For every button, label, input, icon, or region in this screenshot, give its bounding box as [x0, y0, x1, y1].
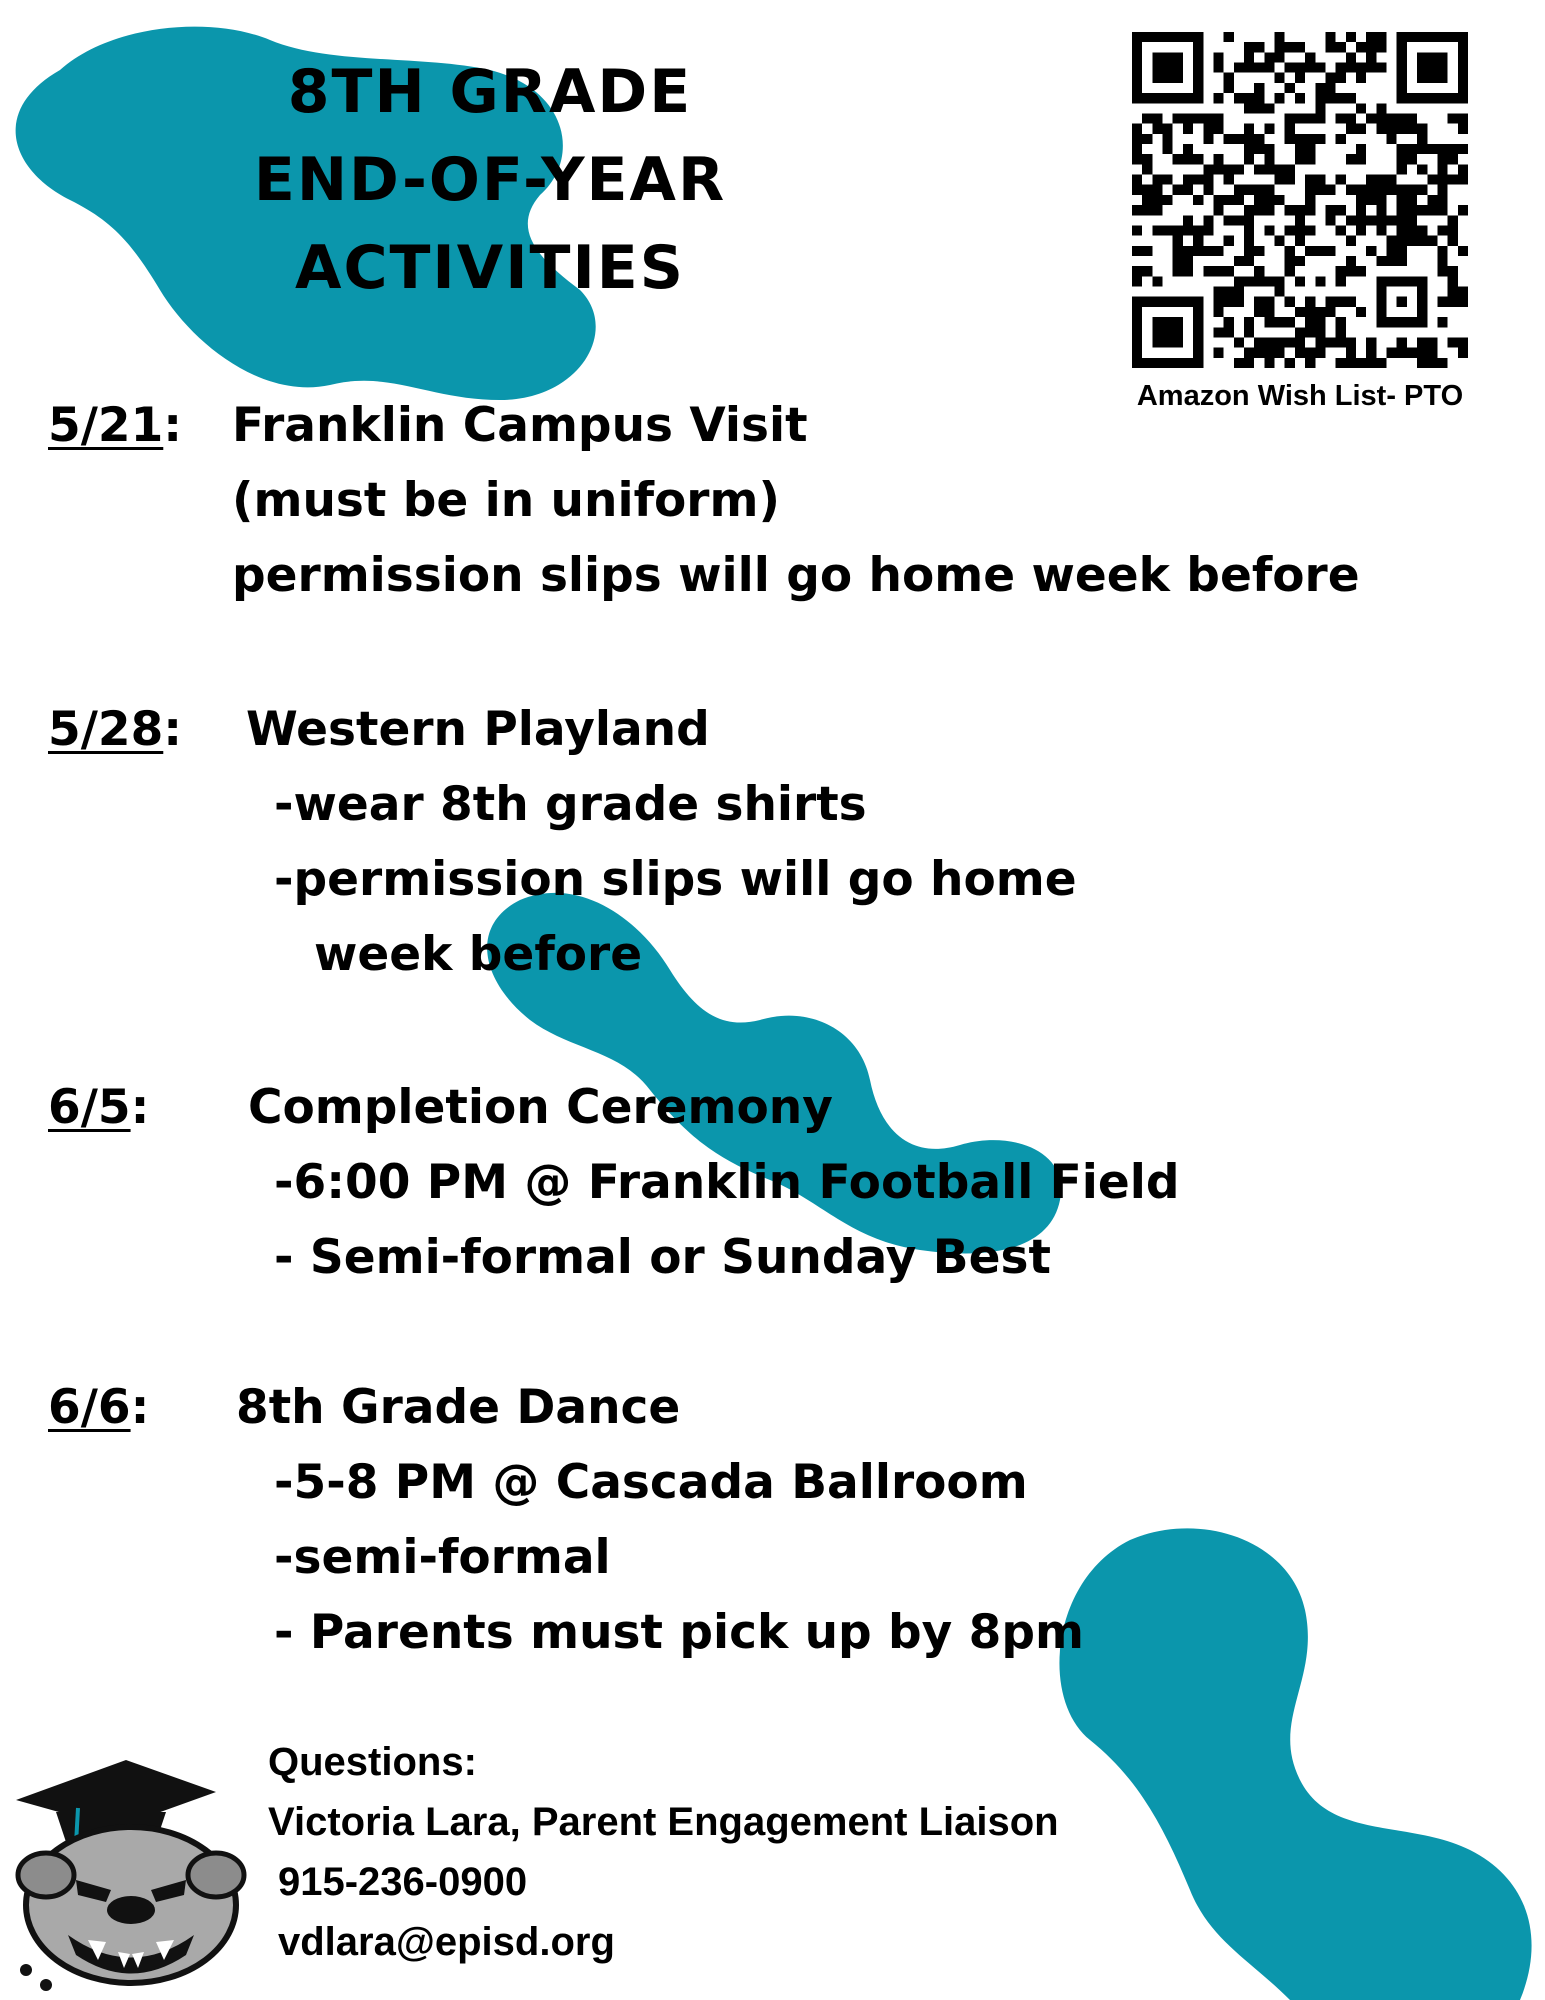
qr-code-icon[interactable] — [1132, 32, 1468, 368]
flyer-title — [120, 48, 860, 312]
event-date: 6/5: — [48, 1080, 150, 1135]
event-detail: -6:00 PM @ Franklin Football Field — [274, 1155, 1180, 1210]
qr-caption: Amazon Wish List- PTO — [1136, 380, 1464, 412]
questions-label: Questions: — [268, 1740, 477, 1784]
contact-block — [268, 1732, 1059, 1972]
event-detail: -permission slips will go home — [274, 852, 1077, 907]
event-date: 5/28: — [48, 702, 183, 757]
contact-name: Victoria Lara, Parent Engagement Liaison — [268, 1800, 1059, 1844]
event-heading: Western Playland — [246, 702, 710, 757]
event-detail: - Semi-formal or Sunday Best — [274, 1230, 1051, 1285]
event-detail: -5-8 PM @ Cascada Ballroom — [274, 1455, 1028, 1510]
contact-phone[interactable]: 915-236-0900 — [278, 1860, 528, 1904]
event-heading: Franklin Campus Visit — [232, 398, 808, 453]
event-date: 6/6: — [48, 1380, 150, 1435]
title-line-3: ACTIVITIES — [295, 233, 685, 303]
event-date: 5/21: — [48, 398, 183, 453]
event-heading: 8th Grade Dance — [236, 1380, 681, 1435]
bulldog-graduate-icon — [6, 1730, 256, 1996]
title-line-2: END-OF-YEAR — [253, 145, 727, 215]
event-detail: -semi-formal — [274, 1530, 611, 1585]
title-line-1: 8TH GRADE — [287, 57, 693, 127]
contact-email[interactable]: vdlara@episd.org — [278, 1920, 615, 1964]
teal-blob-bottom-right — [1050, 1520, 1545, 2000]
event-detail: permission slips will go home week before — [232, 548, 1360, 603]
event-detail: (must be in uniform) — [232, 473, 780, 528]
event-detail: -wear 8th grade shirts — [274, 777, 867, 832]
event-detail: week before — [314, 927, 643, 982]
event-heading: Completion Ceremony — [248, 1080, 833, 1135]
event-detail: - Parents must pick up by 8pm — [274, 1605, 1084, 1660]
